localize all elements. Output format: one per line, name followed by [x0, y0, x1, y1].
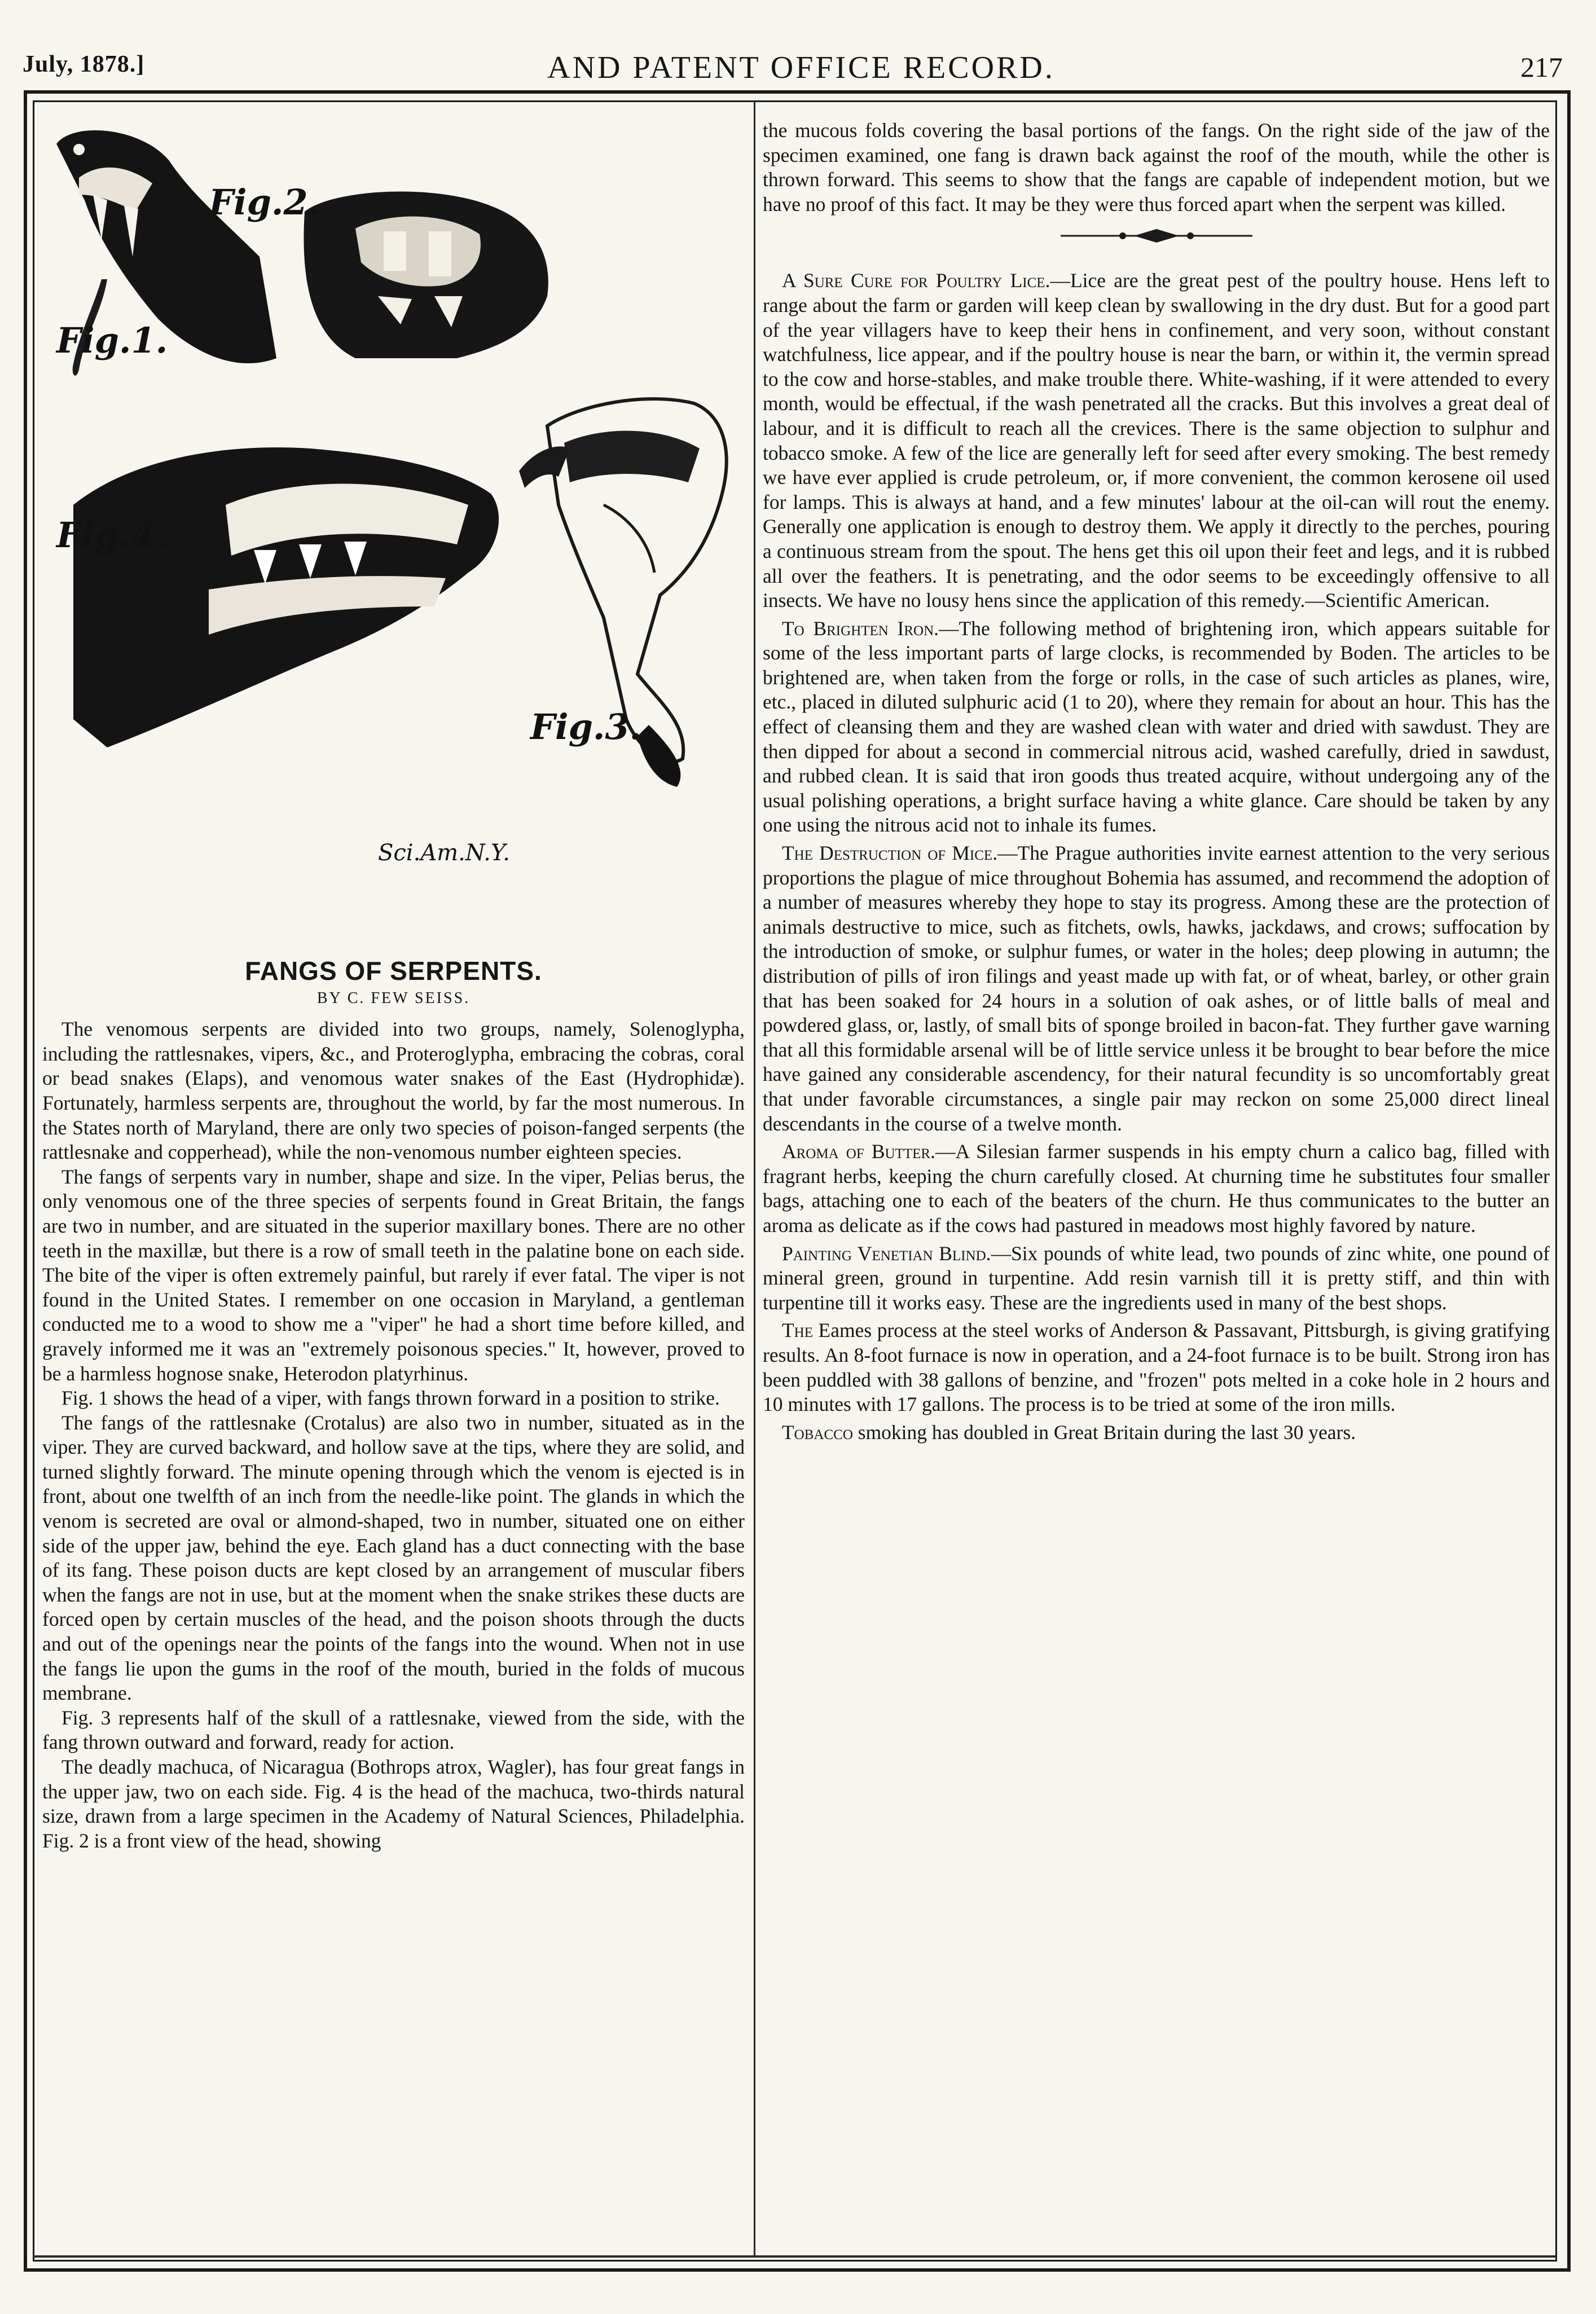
article-title: FANGS OF SERPENTS.	[245, 956, 542, 986]
serpent-engraving	[39, 110, 745, 883]
lice-item: A Sure Cure for Poultry Lice.—Lice are the great pest of the poultry house. Hens left to range about the farm or garden will keep clean by swallowing in the dry dust. But for a good part of the year villagers have to keep their hens in confinement, and very soon, without constant watchfulness, lice appear, and if the poultry house is near the barn, or within it, the vermin spread to the cow and horse-stables, and make trouble there. White-washing, if it were attended to every month, would be effectual, if the wash penetrated all the cracks. But this involves a great deal of labour, and it is difficult to reach all the crevices. There is the same objection to sulphur and tobacco smoke. A few of the lice are generally left for seed after every smoking. The best remedy we have ever applied is crude petroleum, or, if more convenient, the common kerosene oil used for lamps. This is always at hand, and a few minutes' labour at the oil-can will rout the enemy. Generally one application is enough to destroy them. We apply it directly to the perches, pouring a continuous stream from the spout. The hens get this oil upon their feet and legs, and it is rubbed all over the feathers. It is penetrating, and the odor seems to be exceedingly offensive to all insects. We have no lousy hens since the application of this remedy.—Scientific American.	[763, 269, 1550, 612]
fig4-label: Fig.4.	[56, 514, 168, 556]
fig4-machuca-head	[73, 447, 499, 747]
bottom-rule	[33, 2255, 1556, 2258]
blind-heading: Painting Venetian Blind.	[782, 1242, 991, 1265]
right-column	[763, 118, 1550, 1445]
iron-item: To Brighten Iron.—The following method of brightening iron, which appears suitable for some of the less important parts of large clocks, is recommended by Boden. The articles to be brightened are, when taken from the forge or rolls, in the case of such articles as planes, wire, etc., placed in diluted sulphuric acid (1 to 20), where they remain for about an hour. This has the effect of cleansing them and they are washed clean with water and dried with sawdust. They are then dipped for about a second in commercial nitrous acid, washed carefully, dried in sawdust, and rubbed clean. It is said that iron goods thus treated acquire, without undergoing any of the usual polishing operations, a bright surface having a white glance. Care should be taken by any one using the nitrous acid not to inhale its fumes.	[763, 617, 1550, 837]
article-paragraph: The venomous serpents are divided into two groups, namely, Solenoglypha, including the rattlesnakes, vipers, &c., and Proteroglypha, embracing the cobras, coral or bead snakes (Elaps), and venomous water snakes of the East (Hydrophidæ). Fortunately, harmless serpents are, throughout the world, by far the most numerous. In the States north of Maryland, there are only two species of poison-fanged serpents (the rattlesnake and copperhead), while the non-venomous number eighteen species.	[42, 1018, 745, 1164]
left-column	[42, 956, 745, 1853]
article-paragraph: The fangs of serpents vary in number, shape and size. In the viper, Pelias berus, the only venomous one of the three species of serpents found in Great Britain, the fangs are two in number, and are situated in the superior maxillary bones. There are no other teeth in the maxillæ, but there is a row of small teeth in the palatine bone on each side. The bite of the viper is often extremely painful, but rarely if ever fatal. The viper is not found in the United States. I remember on one occasion in Maryland, a gentleman conducted me to a wood to show me a "viper" he had a short time before killed, and gravely informed me it was an "extremely poisonous species." It, however, proved to be a harmless hognose snake, Heterodon platyrhinus.	[42, 1165, 745, 1385]
article-continuation: the mucous folds covering the basal portions of the fangs. On the right side of the jaw of the specimen examined, one fang is drawn back against the roof of the mouth, while the other is thrown forward. This seems to show that the fangs are capable of independent motion, but we have no proof of this fact. It may be they were thus forced apart when the serpent was killed.	[763, 119, 1550, 215]
blind-item: Painting Venetian Blind.—Six pounds of white lead, two pounds of zinc white, one pound of mineral green, ground in turpentine. Add resin varnish till it is pretty stiff, and thin with turpentine till it works easy. These are the ingredients used in many of the best shops.	[763, 1242, 1550, 1314]
article-paragraph: The fangs of the rattlesnake (Crotalus) are also two in number, situated as in the viper. They are curved backward, and hollow save at the tips, where they are solid, and turned slightly forward. The minute opening through which the venom is ejected is in front, about one twelfth of an inch from the needle-like point. The glands in which the venom is secreted are oval or almond-shaped, two in number, situated one on either side of the upper jaw, behind the eye. Each gland has a duct connecting with the base of its fang. These poison ducts are kept closed by an arrangement of muscular fibers when the fangs are not in use, but at the moment when the snake strikes these ducts are forced open by certain muscles of the head, and the poison shoots through the ducts and out of the openings near the points of the fangs into the wound. When not in use the fangs lie upon the gums in the roof of the mouth, buried in the folds of mucous membrane.	[42, 1411, 745, 1705]
fig3-label: Fig.3.	[530, 706, 642, 747]
article-paragraph: The deadly machuca, of Nicaragua (Bothrops atrox, Wagler), has four great fangs in the upper jaw, two on each side. Fig. 4 is the head of the machuca, two-thirds natural size, drawn from a large specimen in the Academy of Natural Sciences, Philadelphia. Fig. 2 is a front view of the head, showing	[42, 1756, 745, 1852]
journal-title: AND PATENT OFFICE RECORD.	[547, 50, 1055, 85]
serpent-figures	[39, 110, 745, 883]
page-header	[23, 39, 1580, 90]
tobacco-heading: Tobacco	[782, 1420, 853, 1444]
section-divider-ornament	[1055, 225, 1258, 247]
page-number: 217	[1520, 51, 1563, 83]
article-paragraph: Fig. 3 represents half of the skull of a rattlesnake, viewed from the side, with the fang thrown outward and forward, ready for action.	[42, 1706, 745, 1754]
article-byline: BY C. FEW SEISS.	[316, 989, 471, 1007]
issue-date: July, 1878.]	[23, 51, 145, 77]
lice-heading: A Sure Cure for Poultry Lice.	[782, 269, 1050, 292]
tobacco-item: Tobacco smoking has doubled in Great Britain during the last 30 years.	[782, 1420, 1356, 1444]
iron-heading: To Brighten Iron.	[782, 617, 939, 640]
fig1-label: Fig.1.	[56, 320, 168, 361]
mice-heading: The Destruction of Mice.	[782, 842, 998, 865]
eames-item: The Eames process at the steel works of Anderson & Passavant, Pittsburgh, is giving gratifying results. An 8-foot furnace is now in operation, and a 24-foot furnace is to be built. Strong iron has been puddled with 38 gallons of benzine, and "frozen" pots melted in a coke hole in 2 hours and 10 minutes with 17 gallons. The process is to be tried at some of the iron mills.	[763, 1319, 1550, 1416]
butter-heading: Aroma of Butter.	[782, 1140, 935, 1163]
eames-heading: The	[782, 1319, 814, 1342]
column-rule	[754, 102, 755, 2257]
fig2-label: Fig.2.	[209, 182, 320, 223]
engraver-credit: Sci.Am.N.Y.	[378, 840, 510, 866]
butter-item: Aroma of Butter.—A Silesian farmer suspends in his empty churn a calico bag, filled with fragrant herbs, keeping the churn carefully closed. At churning time he substitutes four smaller bags, attaching one to each of the beaters of the churn. He thus communicates to the butter an aroma as delicate as if the cows had pastured in meadows most highly favored by nature.	[763, 1140, 1550, 1237]
article-paragraph: Fig. 1 shows the head of a viper, with fangs thrown forward in a position to strike.	[61, 1387, 720, 1410]
mice-item: The Destruction of Mice.—The Prague authorities invite earnest attention to the very serious proportions the plague of mice throughout Bohemia has assumed, and recommend the adoption of a number of measures whereby they hope to stay its progress. Among these are the protection of animals destructive to mice, such as fitchets, owls, hawks, jackdaws, and crows; suffocation by the introduction of smoke, or sulphur fumes, or water in the holes; deep plowing in autumn; the distribution of pills of iron filings and yeast made up with fat, or of wheat, barley, or other grain that has been soaked for 24 hours in a solution of oak ashes, or of little balls of meal and powdered glass, or, lastly, of small bits of sponge broiled in bacon-fat. They further gave warning that all this formidable arsenal will be of little service unless it be brought to bear before the mice have gained any considerable ascendency, for their natural fecundity is so uncomfortably great that under favorable circumstances, a single pair may reckon on some 25,000 direct lineal descendants in the course of a twelve month.	[763, 842, 1550, 1135]
fig2-front-head	[304, 192, 548, 358]
